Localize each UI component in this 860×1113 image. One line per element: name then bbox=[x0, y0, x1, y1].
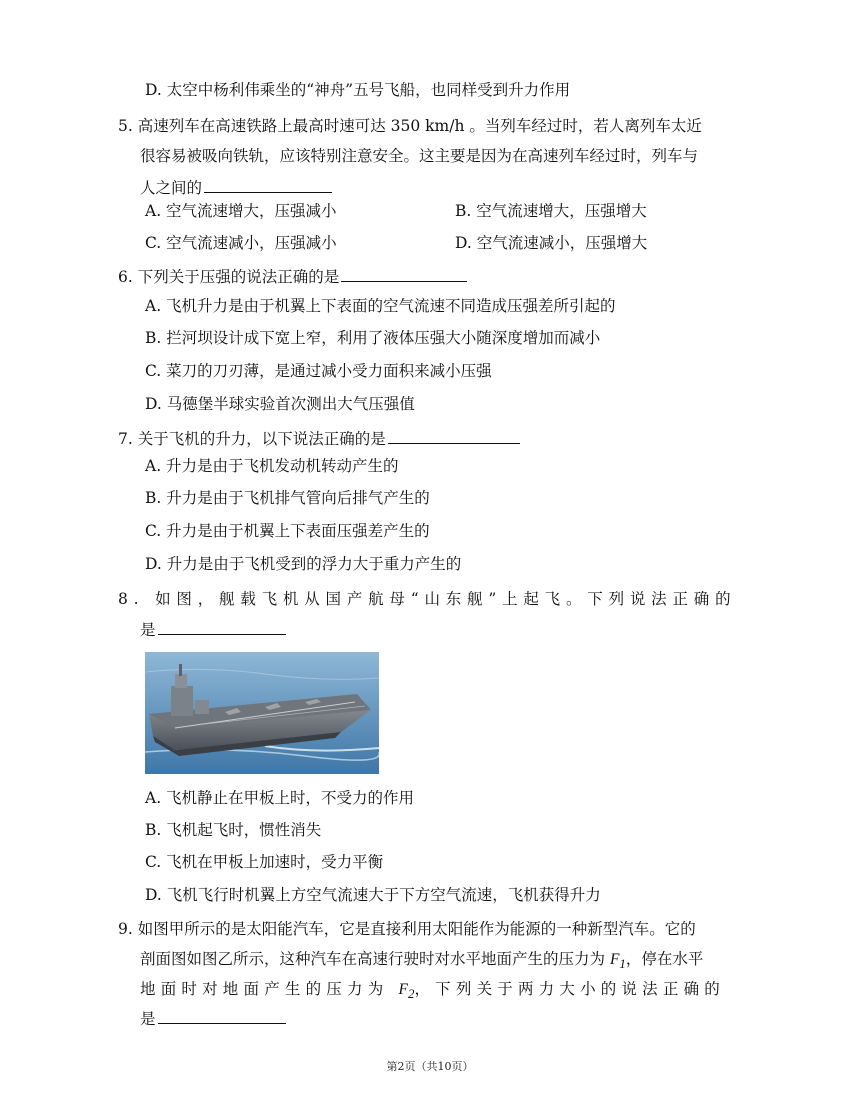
q5-stem-line2: 很容易被吸向铁轨，应该特别注意安全。这主要是因为在高速列车经过时，列车与 bbox=[140, 147, 699, 165]
q7-stem: 7. 关于飞机的升力，以下说法正确的是 bbox=[118, 427, 520, 449]
q9-stem-line1: 9. 如图甲所示的是太阳能汽车，它是直接利用太阳能作为能源的一种新型汽车。它的 bbox=[118, 920, 696, 938]
q5-option-b: B. 空气流速增大，压强增大 bbox=[455, 202, 647, 220]
f2-symbol: $F_2$ bbox=[398, 981, 415, 1002]
q8-option-a: A. 飞机静止在甲板上时，不受力的作用 bbox=[145, 789, 415, 807]
q6-option-c: C. 菜刀的刀刃薄，是通过减小受力面积来减小压强 bbox=[145, 362, 492, 380]
q6-stem: 6. 下列关于压强的说法正确的是 bbox=[118, 265, 467, 287]
q8-stem-line2: 是 bbox=[140, 618, 286, 640]
q5-option-d: D. 空气流速减小，压强增大 bbox=[455, 234, 648, 252]
f1-symbol: $F_1$ bbox=[609, 951, 626, 972]
aircraft-carrier-illustration bbox=[145, 652, 379, 774]
q7-answer-blank bbox=[388, 427, 520, 444]
q6-answer-blank bbox=[341, 265, 467, 282]
q4-option-d: D. 太空中杨利伟乘坐的“神舟”五号飞船，也同样受到升力作用 bbox=[145, 81, 571, 99]
q9-answer-blank bbox=[158, 1007, 286, 1024]
q7-option-d: D. 升力是由于飞机受到的浮力大于重力产生的 bbox=[145, 555, 462, 573]
q6-option-b: B. 拦河坝设计成下宽上窄，利用了液体压强大小随深度增加而减小 bbox=[145, 329, 601, 347]
q8-option-b: B. 飞机起飞时，惯性消失 bbox=[145, 821, 322, 839]
aircraft-carrier-photo bbox=[145, 652, 379, 774]
q9-stem-line2: 剖面图如图乙所示，这种汽车在高速行驶时对水平地面产生的压力为 $F_1$，停在水平 bbox=[140, 950, 704, 972]
q8-option-c: C. 飞机在甲板上加速时，受力平衡 bbox=[145, 853, 384, 871]
q5-stem-line1: 5. 高速列车在高速铁路上最高时速可达 350 km/h 。当列车经过时，若人离列车太近 bbox=[118, 117, 702, 135]
q6-option-a: A. 飞机升力是由于机翼上下表面的空气流速不同造成压强差所引起的 bbox=[145, 297, 616, 315]
q6-option-d: D. 马德堡半球实验首次测出大气压强值 bbox=[145, 395, 415, 413]
q8-stem-line1: 8. 如图，舰载飞机从国产航母“山东舰”上起飞。下列说法正确的 bbox=[118, 590, 737, 608]
page-footer: 第2页（共10页） bbox=[386, 1060, 474, 1073]
q9-stem-line3: 地面时对地面产生的压力为 $F_2$，下列关于两力大小的说法正确的 bbox=[140, 980, 725, 1002]
q8-answer-blank bbox=[158, 618, 286, 635]
q5-answer-blank bbox=[204, 176, 332, 193]
q8-option-d: D. 飞机飞行时机翼上方空气流速大于下方空气流速，飞机获得升力 bbox=[145, 886, 601, 904]
q7-option-b: B. 升力是由于飞机排气管向后排气产生的 bbox=[145, 489, 430, 507]
q7-option-c: C. 升力是由于机翼上下表面压强差产生的 bbox=[145, 522, 430, 540]
q5-stem-line3: 人之间的 bbox=[140, 176, 332, 198]
q7-option-a: A. 升力是由于飞机发动机转动产生的 bbox=[145, 457, 399, 475]
q5-option-c: C. 空气流速减小，压强减小 bbox=[145, 234, 337, 252]
q9-stem-line4: 是 bbox=[140, 1007, 286, 1029]
q5-option-a: A. 空气流速增大，压强减小 bbox=[145, 202, 337, 220]
